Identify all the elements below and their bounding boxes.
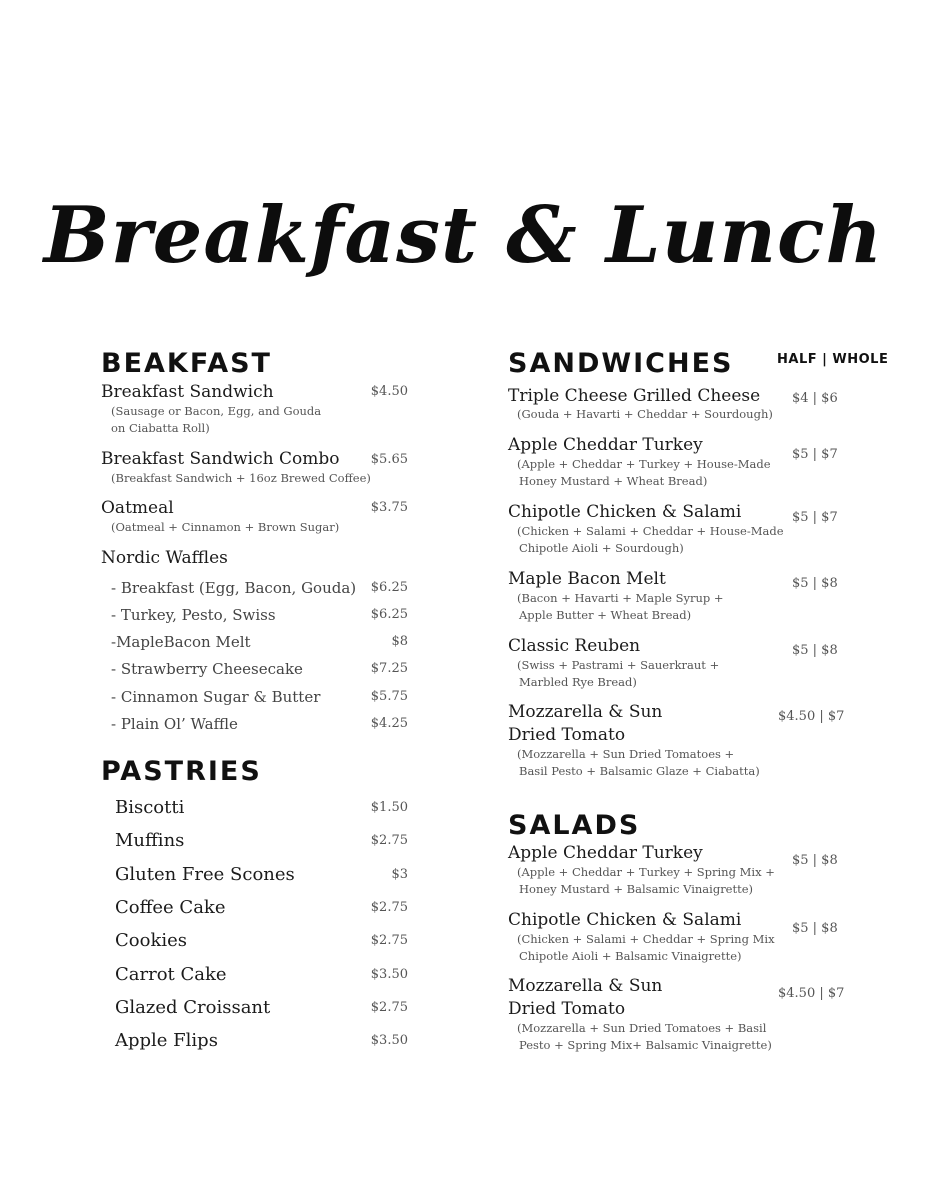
item-description: (Mozzarella + Sun Dried Tomatoes + bbox=[517, 747, 735, 761]
pastry-name: Coffee Cake bbox=[115, 897, 226, 918]
half-whole-label: HALF | WHOLE bbox=[777, 352, 889, 367]
item-price: $7.25 bbox=[370, 661, 408, 676]
item-name: Oatmeal bbox=[101, 498, 174, 518]
item-price: $5.65 bbox=[370, 452, 408, 467]
item-description: (Apple + Cheddar + Turkey + House-Made bbox=[517, 457, 771, 471]
item-name: Apple Cheddar Turkey bbox=[508, 435, 703, 455]
item-name: Triple Cheese Grilled Cheese bbox=[508, 386, 761, 406]
item-price: $5 | $8 bbox=[792, 576, 838, 591]
item-description: Basil Pesto + Balsamic Glaze + Ciabatta) bbox=[519, 764, 760, 778]
waffle-option: - Strawberry Cheesecake bbox=[111, 660, 303, 678]
pastry-name: Gluten Free Scones bbox=[115, 864, 295, 885]
item-price: $3 bbox=[391, 867, 408, 882]
item-name: Breakfast Sandwich Combo bbox=[101, 449, 340, 469]
waffle-option: - Plain Ol’ Waffle bbox=[111, 715, 238, 733]
item-name-line2: Dried Tomato bbox=[508, 999, 626, 1019]
item-description: (Bacon + Havarti + Maple Syrup + bbox=[517, 591, 724, 605]
item-price: $4 | $6 bbox=[792, 391, 838, 406]
item-price: $5 | $7 bbox=[792, 510, 838, 525]
item-price: $5 | $7 bbox=[792, 447, 838, 462]
menu-title: Breakfast & Lunch bbox=[43, 190, 884, 281]
waffle-option: -MapleBacon Melt bbox=[111, 633, 251, 651]
item-description: (Chicken + Salami + Cheddar + House-Made bbox=[517, 524, 784, 538]
item-price: $8 bbox=[391, 634, 408, 649]
item-description: Chipotle Aioli + Sourdough) bbox=[519, 541, 684, 555]
item-name: Nordic Waffles bbox=[101, 548, 228, 568]
item-description: Pesto + Spring Mix+ Balsamic Vinaigrette) bbox=[519, 1038, 772, 1052]
item-price: $2.75 bbox=[370, 1000, 408, 1015]
item-price: $2.75 bbox=[370, 900, 408, 915]
pastries-heading: PASTRIES bbox=[101, 756, 262, 787]
waffle-option: - Turkey, Pesto, Swiss bbox=[111, 606, 276, 624]
item-name: Chipotle Chicken & Salami bbox=[508, 910, 742, 930]
item-price: $4.25 bbox=[370, 716, 408, 731]
pastry-name: Glazed Croissant bbox=[115, 997, 271, 1018]
item-description: (Sausage or Bacon, Egg, and Gouda bbox=[111, 404, 322, 418]
item-price: $5 | $8 bbox=[792, 921, 838, 936]
item-description: Apple Butter + Wheat Bread) bbox=[519, 608, 692, 622]
pastry-name: Muffins bbox=[115, 830, 185, 851]
sandwiches-heading: SANDWICHES bbox=[508, 348, 734, 379]
item-price: $3.50 bbox=[370, 967, 408, 982]
item-price: $2.75 bbox=[370, 933, 408, 948]
item-price: $6.25 bbox=[370, 580, 408, 595]
item-price: $5.75 bbox=[370, 689, 408, 704]
item-name: Apple Cheddar Turkey bbox=[508, 843, 703, 863]
item-price: $4.50 | $7 bbox=[778, 709, 845, 724]
item-description: (Chicken + Salami + Cheddar + Spring Mix bbox=[517, 932, 775, 946]
item-price: $4.50 | $7 bbox=[778, 986, 845, 1001]
item-name: Mozzarella & Sun bbox=[508, 976, 663, 996]
item-name: Mozzarella & Sun bbox=[508, 702, 663, 722]
item-name: Chipotle Chicken & Salami bbox=[508, 502, 742, 522]
waffle-option: - Breakfast (Egg, Bacon, Gouda) bbox=[111, 579, 357, 597]
item-price: $2.75 bbox=[370, 833, 408, 848]
item-description: Honey Mustard + Balsamic Vinaigrette) bbox=[519, 882, 754, 896]
item-description: (Swiss + Pastrami + Sauerkraut + bbox=[517, 658, 720, 672]
item-name-line2: Dried Tomato bbox=[508, 725, 626, 745]
item-price: $1.50 bbox=[370, 800, 408, 815]
pastry-name: Carrot Cake bbox=[115, 964, 227, 985]
breakfast-heading: BEAKFAST bbox=[101, 348, 272, 379]
item-price: $4.50 bbox=[370, 384, 408, 399]
item-description: (Breakfast Sandwich + 16oz Brewed Coffee) bbox=[111, 471, 371, 485]
item-name: Breakfast Sandwich bbox=[101, 382, 274, 402]
pastry-name: Apple Flips bbox=[115, 1030, 218, 1051]
item-price: $6.25 bbox=[370, 607, 408, 622]
item-description: (Oatmeal + Cinnamon + Brown Sugar) bbox=[111, 520, 340, 534]
item-description: Honey Mustard + Wheat Bread) bbox=[519, 474, 708, 488]
item-description: Chipotle Aioli + Balsamic Vinaigrette) bbox=[519, 949, 742, 963]
pastry-name: Cookies bbox=[115, 930, 187, 951]
item-price: $3.50 bbox=[370, 1033, 408, 1048]
pastry-name: Biscotti bbox=[115, 797, 185, 818]
waffle-option: - Cinnamon Sugar & Butter bbox=[111, 688, 321, 706]
item-name: Maple Bacon Melt bbox=[508, 569, 666, 589]
item-description: (Mozzarella + Sun Dried Tomatoes + Basil bbox=[517, 1021, 767, 1035]
item-description: (Gouda + Havarti + Cheddar + Sourdough) bbox=[517, 407, 773, 421]
item-name: Classic Reuben bbox=[508, 636, 641, 656]
item-description: Marbled Rye Bread) bbox=[519, 675, 637, 689]
item-price: $5 | $8 bbox=[792, 643, 838, 658]
salads-heading: SALADS bbox=[508, 810, 641, 841]
item-price: $3.75 bbox=[370, 500, 408, 515]
item-price: $5 | $8 bbox=[792, 853, 838, 868]
item-description: on Ciabatta Roll) bbox=[111, 421, 210, 435]
item-description: (Apple + Cheddar + Turkey + Spring Mix + bbox=[517, 865, 775, 879]
